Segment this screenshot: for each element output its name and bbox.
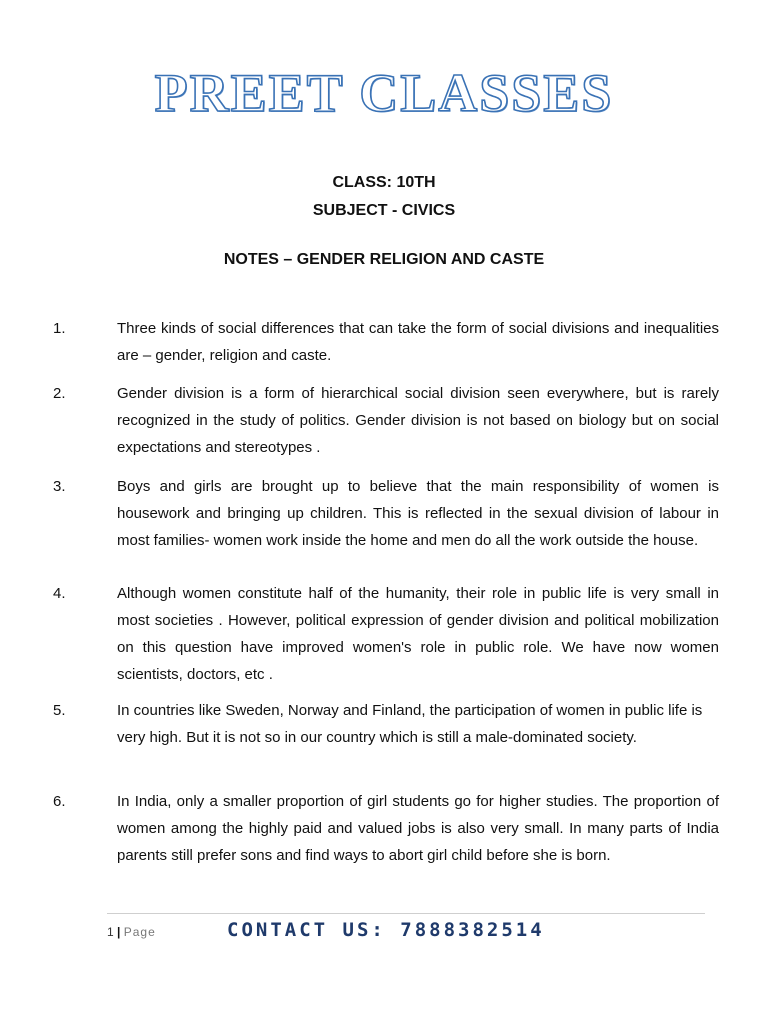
page-number: 1: [107, 925, 114, 939]
page-word: Page: [123, 925, 156, 939]
list-text: Three kinds of social differences that can take the form of social divisions and inequalities are – gender, religion and caste.: [117, 320, 719, 364]
list-number: 6.: [53, 793, 66, 810]
list-text: Gender division is a form of hierarchical social division seen everywhere, but is rarely recognized in the study of politics. Gender division is not based on biology but on social expectations and stereotypes .: [117, 385, 719, 456]
list-text: In countries like Sweden, Norway and Finland, the participation of women in public life is very high. But it is not so in our country which is still a male-dominated society.: [117, 702, 703, 746]
footer-divider: [107, 913, 705, 914]
list-number: 5.: [53, 702, 66, 719]
page-indicator: [107, 925, 156, 939]
page-separator: |: [117, 925, 121, 939]
list-number: 2.: [53, 385, 66, 402]
class-line: CLASS: 10TH: [332, 174, 436, 191]
list-text: Although women constitute half of the humanity, their role in public life is very small in most societies . However, political expression of gender division and political mobilization on this question have improved women's role in public role. We have now women scientists, doctors, etc .: [117, 585, 719, 683]
brand-title: PREET CLASSES: [154, 63, 614, 123]
list-text: Boys and girls are brought up to believe that the main responsibility of women is housework and bringing up children. This is reflected in the sexual division of labour in most families- women work inside the home and men do all the work outside the house.: [117, 478, 719, 549]
notes-title: NOTES – GENDER RELIGION AND CASTE: [223, 251, 545, 268]
list-number: 3.: [53, 478, 66, 495]
list-number: 1.: [53, 320, 66, 337]
list-text: In India, only a smaller proportion of girl students go for higher studies. The proportion of women among the highly paid and valued jobs is also very small. In many parts of India parents still prefer sons and find ways to abort girl child before she is born.: [117, 793, 719, 864]
subject-line: SUBJECT - CIVICS: [312, 202, 456, 219]
contact-info: CONTACT US: 7888382514: [227, 919, 545, 941]
list-number: 4.: [53, 585, 66, 602]
